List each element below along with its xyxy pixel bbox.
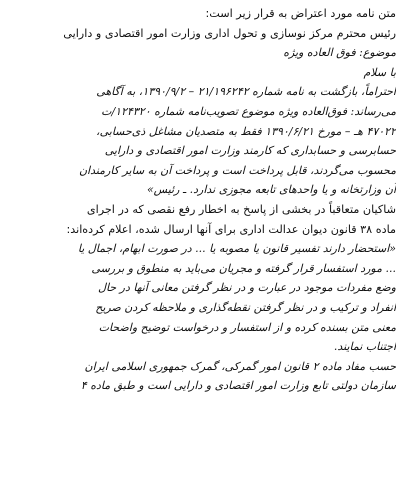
document-page (10, 4, 396, 396)
letter-subject-line: موضوع: فوق العاده ویژه (283, 46, 396, 60)
letter-recipient-line: رئیس محترم مرکز نوسازی و تحول اداری وزارت امور اقتصادی و دارایی (63, 26, 396, 40)
quote-paragraph-line: معنی متن بسنده کرده و از استفسار و درخواست توضیح واضحات (98, 320, 396, 334)
quote-paragraph-line: وضع مفردات موجود در عبارت و در نظر گرفتن معانی آنها در حال (98, 281, 396, 295)
quote-paragraph-line: ... مورد استفسار قرار گرفته و مجریان می‌باید به منطوق و بررسی (91, 261, 396, 275)
quote-paragraph-line: انفراد و ترکیب و در نظر گرفتن نقطه‌گذاری و ملاحظه کردن صریح (95, 300, 396, 314)
quote-paragraph-line: «استحضار دارند تفسیر قانون یا مصوبه یا ... در صورت ابهام، اجمال یا (77, 242, 396, 256)
letter-paragraph-line: ۴۷۰۲۲ هـ – مورخ ۱۳۹۰/۶/۲۱ فقط به متصدیان مشاغل ذی‌حسابی، (96, 124, 396, 138)
letter-paragraph-line: حسابرسی و حسابداری که کارمند وزارت امور اقتصادی و دارایی (104, 144, 396, 158)
body-paragraph-line: ماده ۳۸ قانون دیوان عدالت اداری برای آنها ارسال شده، اعلام کرده‌اند: (66, 222, 396, 236)
letter-paragraph-line: می‌رساند: فوق‌العاده ویژه موضوع تصویب‌نامه شماره ۱۲۴۳۲۰/ت (101, 104, 396, 118)
tail-paragraph-line: حسب مفاد ماده ۲ قانون امور گمرکی، گمرک جمهوری اسلامی ایران (84, 359, 396, 373)
letter-paragraph-line: آن وزارتخانه و یا واحدهای تابعه مجوزی ندارد. ـ رئیس» (146, 183, 396, 197)
quote-paragraph-line: اجتناب نمایند. (333, 340, 396, 354)
tail-paragraph-line: سازمان دولتی تابع وزارت امور اقتصادی و دارایی است و طبق ماده ۴ (80, 379, 396, 393)
document-intro-line: متن نامه مورد اعتراض به قرار زیر است: (205, 7, 396, 20)
letter-paragraph-line: محسوب می‌گردند، قابل پرداخت است و پرداخت آن به سایر کارمندان (78, 163, 396, 177)
body-paragraph-line: شاکیان متعاقباً در بخشی از پاسخ به اخطار رفع نقصی که در اجرای (86, 202, 396, 216)
letter-paragraph-line: احتراماً، بازگشت به نامه شماره ۲۱/۱۹۶۲۴۲ – ۱۳۹۰/۹/۲، به آگاهی (96, 85, 396, 99)
letter-greeting: با سلام (363, 65, 396, 79)
